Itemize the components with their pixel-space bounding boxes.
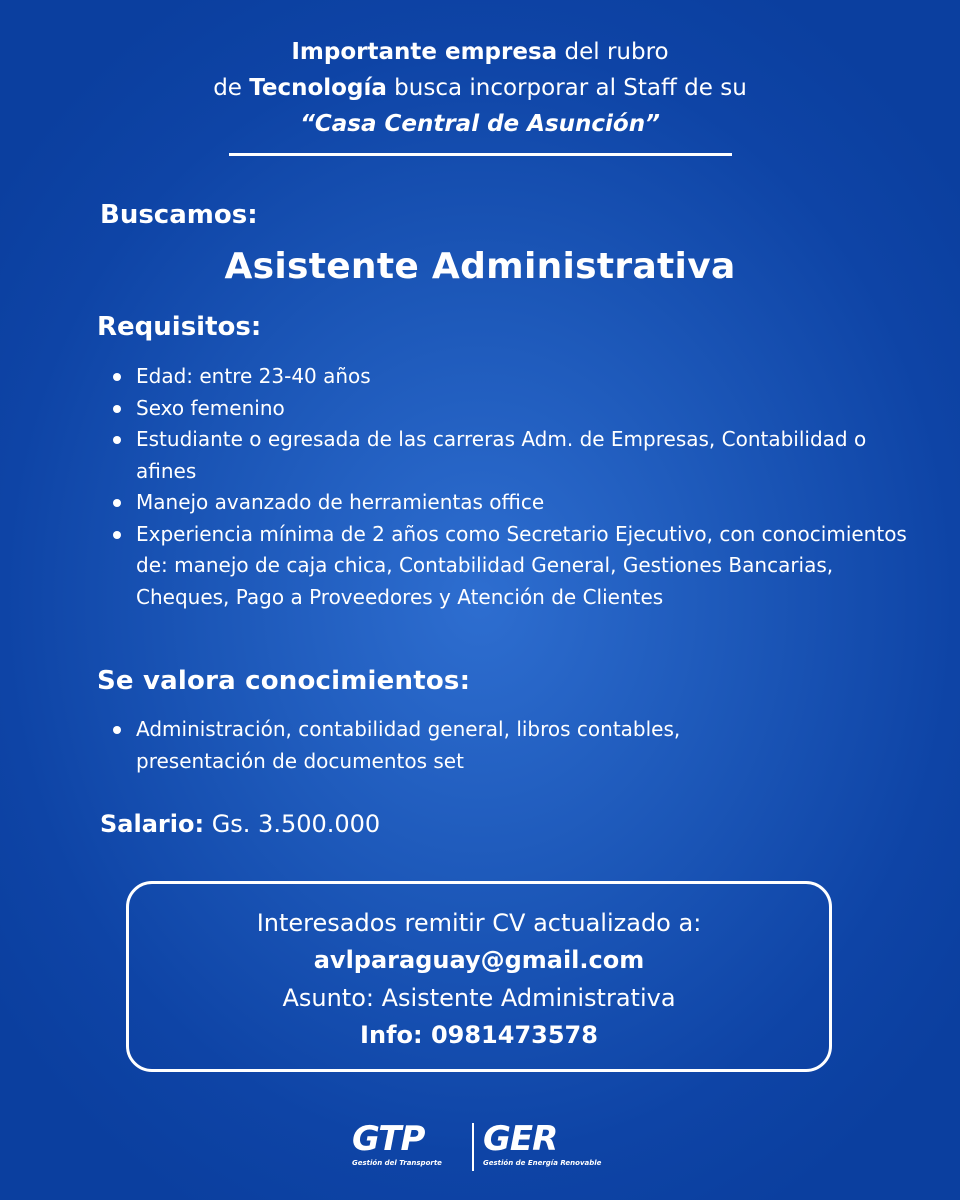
requisitos-heading: Requisitos: [97, 312, 262, 342]
poster-header [0, 34, 960, 142]
list-item: Experiencia mínima de 2 años como Secretario Ejecutivo, con conocimientos de: manejo de caja chica, Contabilidad General, Gestiones Bancarias, Cheques, Pago a Proveedores y Atención de Clientes [110, 519, 930, 614]
gtp-logo: GTP Gestión del Transporte [352, 1119, 442, 1167]
list-item: Estudiante o egresada de las carreras Adm. de Empresas, Contabilidad o afines [110, 424, 930, 487]
bullet-icon [113, 405, 121, 413]
list-item: Manejo avanzado de herramientas office [110, 487, 930, 519]
header-line-2: de Tecnología busca incorporar al Staff de su [213, 75, 747, 101]
contact-subject: Asunto: Asistente Administrativa [282, 984, 676, 1012]
bullet-icon [113, 373, 121, 381]
contact-instruction: Interesados remitir CV actualizado a: [256, 909, 702, 937]
bullet-icon [113, 436, 121, 444]
contact-email[interactable]: avlparaguay@gmail.com [313, 946, 645, 974]
brand-logos [350, 1120, 610, 1176]
bullet-icon [113, 531, 121, 539]
header-line-3: “Casa Central de Asunción” [300, 111, 660, 137]
salary-value: Gs. 3.500.000 [204, 810, 381, 838]
requisitos-list [110, 361, 930, 613]
ger-logo: GER Gestión de Energía Renovable [483, 1119, 602, 1167]
header-divider [229, 153, 732, 156]
valora-heading: Se valora conocimientos: [97, 666, 471, 696]
salary-line [100, 810, 380, 838]
list-item: Edad: entre 23-40 años [110, 361, 930, 393]
contact-box [126, 881, 832, 1072]
list-item: Sexo femenino [110, 393, 930, 425]
buscamos-label: Buscamos: [100, 200, 258, 230]
valora-list [110, 714, 810, 777]
logo-divider [472, 1123, 474, 1171]
header-line-1: Importante empresa del rubro [291, 39, 669, 65]
job-title: Asistente Administrativa [224, 246, 736, 287]
contact-phone: Info: 0981473578 [360, 1021, 598, 1049]
salary-label: Salario: [100, 810, 205, 838]
bullet-icon [113, 726, 121, 734]
bullet-icon [113, 499, 121, 507]
list-item: Administración, contabilidad general, libros contables, presentación de documentos set [110, 714, 810, 777]
